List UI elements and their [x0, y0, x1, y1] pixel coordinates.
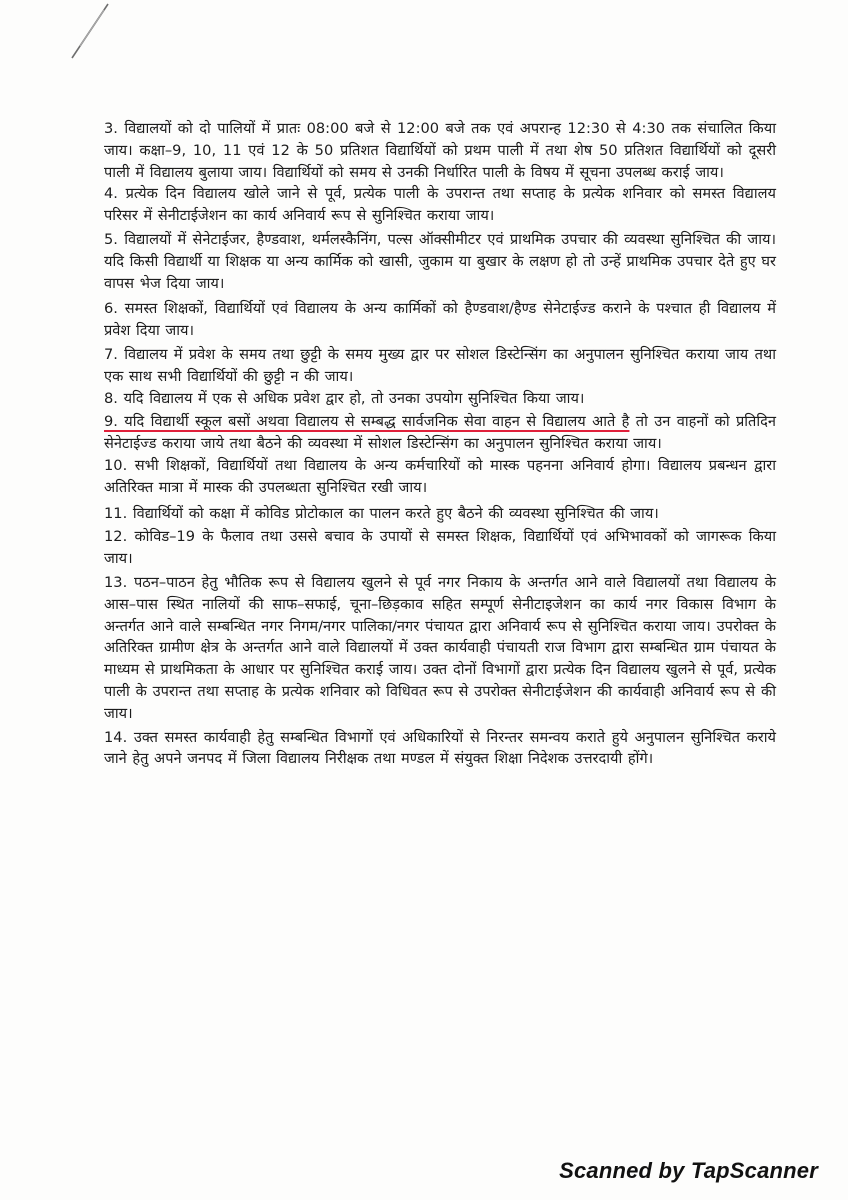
highlighted-text: 9. यदि विद्यार्थी स्कूल बसों अथवा विद्यालय से सम्बद्ध सार्वजनिक सेवा वाहन से विद्यालय आते है	[104, 413, 630, 431]
paragraph-3: 3. विद्यालयों को दो पालियों में प्रातः 08:00 बजे से 12:00 बजे तक एवं अपरान्ह 12:30 से 4:30 तक संचालित किया जाय। कक्षा–9, 10, 11 एवं 12 के 50 प्रतिशत विद्यार्थियों को प्रथम पाली में तथा शेष 50 प्रतिशत विद्यार्थियों को दूसरी पाली में विद्यालय बुलाया जाय। विद्यार्थियों को समय से उनकी निर्धारित पाली के विषय में सूचना उपलब्ध कराई जाय।	[104, 120, 777, 181]
paragraph-6: 6. समस्त शिक्षकों, विद्यार्थियों एवं विद्यालय के अन्य कार्मिकों को हैण्डवाश/हैण्ड सेनेटाईज्ड कराने के पश्चात ही विद्यालय में प्रवेश दिया जाय।	[104, 300, 776, 340]
paragraph-9	[104, 411, 776, 455]
paragraph-11: 11. विद्यार्थियों को कक्षा में कोविड प्रोटोकाल का पालन करते हुए बैठने की व्यवस्था सुनिश्चित की जाय।	[104, 504, 659, 522]
paragraph-12: 12. कोविड–19 के फैलाव तथा उससे बचाव के उपायों से समस्त शिक्षक, विद्यार्थियों एवं अभिभावकों को जागरूक किया जाय।	[104, 528, 776, 568]
document-body	[104, 118, 776, 770]
paragraph-14: 14. उक्त समस्त कार्यवाही हेतु सम्बन्धित विभागों एवं अधिकारियों से निरन्तर समन्वय कराते हुये अनुपालन सुनिश्चित कराये जाने हेतु अपने जनपद में जिला विद्यालय निरीक्षक तथा मण्डल में संयुक्त शिक्षा निदेशक उत्तरदायी होंगे।	[104, 728, 776, 768]
page-fold-mark	[0, 0, 120, 110]
paragraph-5: 5. विद्यालयों में सेनेटाईजर, हैण्डवाश, थर्मलस्कैनिंग, पल्स ऑक्सीमीटर एवं प्राथमिक उपचार की व्यवस्था सुनिश्चित की जाय। यदि किसी विद्यार्थी या शिक्षक या अन्य कार्मिक को खासी, जुकाम या बुखार के लक्षण हो तो उन्हें प्राथमिक उपचार देते हुए घर वापस भेज दिया जाय।	[104, 230, 776, 292]
paragraph-9-rest: तो उन वाहनों को प्रतिदिन सेनेटाईज्ड कराया जाये तथा बैठने की व्यवस्था में सोशल डिस्टेन्सिंग का अनुपालन सुनिश्चित कराया जाय।	[104, 413, 776, 453]
scanner-watermark: Scanned by TapScanner	[559, 1158, 818, 1183]
paragraph-8: 8. यदि विद्यालय में एक से अधिक प्रवेश द्वार हो, तो उनका उपयोग सुनिश्चित किया जाय।	[104, 389, 585, 407]
paragraph-13: 13. पठन–पाठन हेतु भौतिक रूप से विद्यालय खुलने से पूर्व नगर निकाय के अन्तर्गत आने वाले विद्यालयों तथा विद्यालय के आस–पास स्थित नालियों की साफ–सफाई, चूना–छिड़काव सहित सम्पूर्ण सेनीटाइजेशन का कार्य नगर विकास विभाग के अन्तर्गत आने वाले सम्बन्धित नगर निगम/नगर पालिका/नगर पंचायत द्वारा अनिवार्य रूप से सुनिश्चित कराया जाय। उपरोक्त के अतिरिक्त ग्रामीण क्षेत्र के अन्तर्गत आने वाले विद्यालयों में उक्त कार्यवाही पंचायती राज विभाग द्वारा सम्बन्धित ग्राम पंचायत के माध्यम से प्राथमिकता के आधार पर सुनिश्चित कराई जाय। उक्त दोनों विभागों द्वारा प्रत्येक दिन विद्यालय खुलने से पूर्व, प्रत्येक पाली के उपरान्त तथा सप्ताह के प्रत्येक शनिवार को विधिवत रूप से उपरोक्त सेनीटाईजेशन की कार्यवाही अनिवार्य रूप से की जाय।	[104, 573, 776, 722]
paragraph-10: 10. सभी शिक्षकों, विद्यार्थियों तथा विद्यालय के अन्य कर्मचारियों को मास्क पहनना अनिवार्य होगा। विद्यालय प्रबन्धन द्वारा अतिरिक्त मात्रा में मास्क की उपलब्धता सुनिश्चित रखी जाय।	[104, 456, 776, 496]
paragraph-7: 7. विद्यालय में प्रवेश के समय तथा छुट्टी के समय मुख्य द्वार पर सोशल डिस्टेन्सिंग का अनुपालन सुनिश्चित कराया जाय तथा एक साथ सभी विद्यार्थियों की छुट्टी न की जाय।	[104, 345, 776, 385]
paragraph-4: 4. प्रत्येक दिन विद्यालय खोले जाने से पूर्व, प्रत्येक पाली के उपरान्त तथा सप्ताह के प्रत्येक शनिवार को समस्त विद्यालय परिसर में सेनीटाईजेशन का कार्य अनिवार्य रूप से सुनिश्चित कराया जाय।	[104, 185, 776, 225]
